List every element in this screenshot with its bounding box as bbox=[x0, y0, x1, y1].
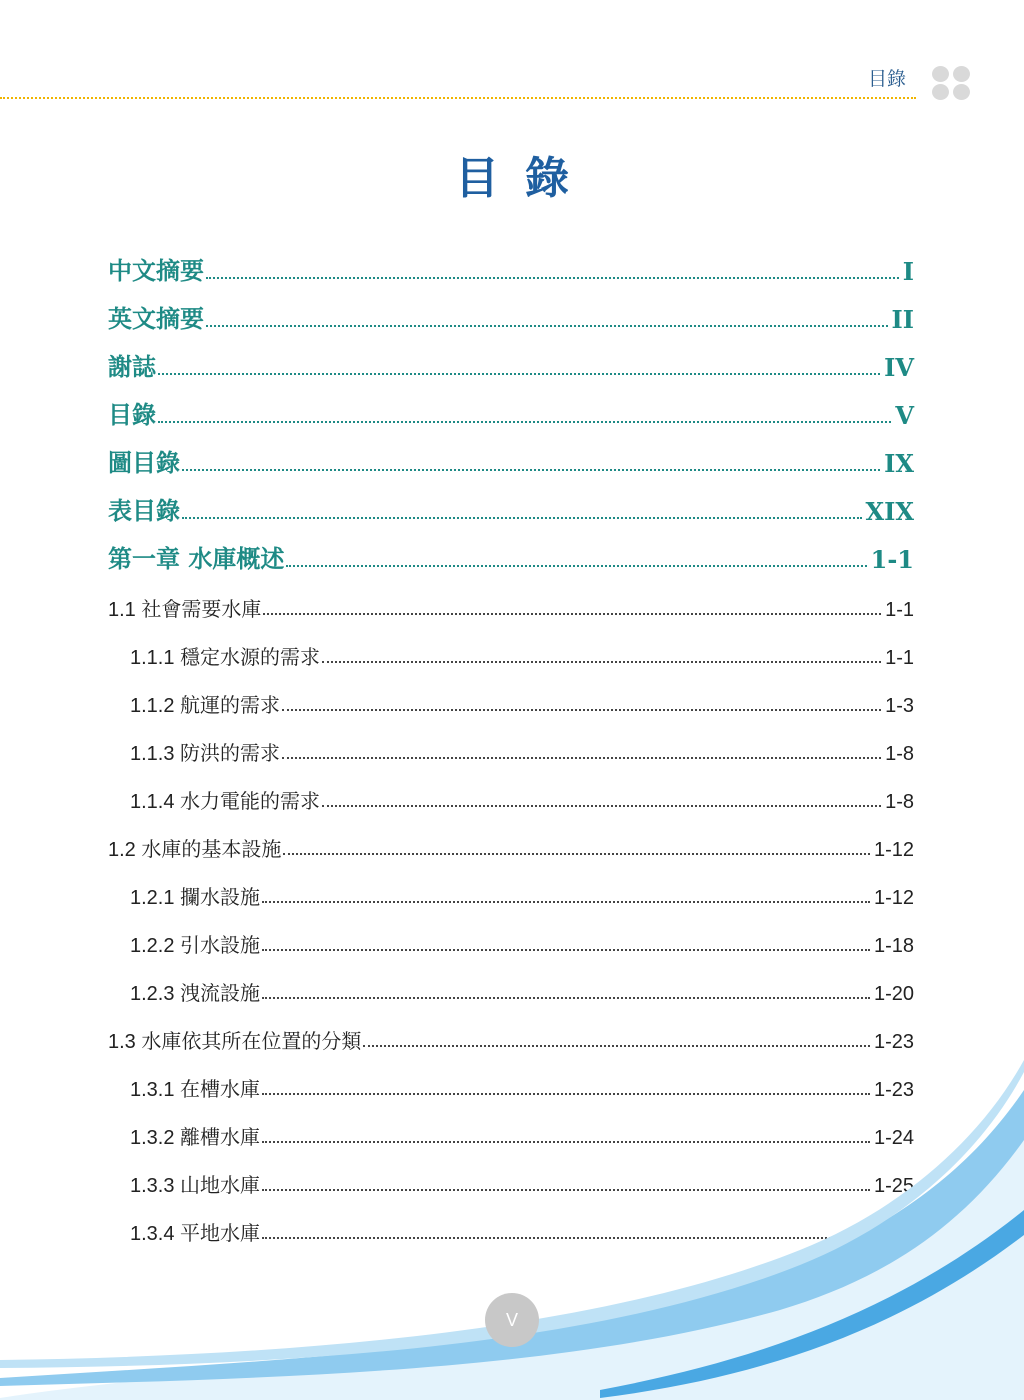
toc-entry-page: 1-3 bbox=[885, 695, 914, 717]
toc-entry-page: I bbox=[902, 257, 914, 286]
page-number-badge: V bbox=[485, 1293, 539, 1347]
toc-entry-label: 1.3.3 山地水庫 bbox=[130, 1175, 261, 1197]
header-label: 目錄 bbox=[868, 68, 907, 90]
toc-leader-dots bbox=[206, 277, 899, 279]
toc-entry-label: 1.2.2 引水設施 bbox=[130, 935, 261, 957]
toc-entry-label: 1.3.2 離槽水庫 bbox=[130, 1127, 261, 1149]
toc-entry[interactable] bbox=[108, 296, 914, 344]
toc-entry-page: 1-8 bbox=[885, 791, 914, 813]
toc-entry-page: II bbox=[891, 305, 914, 334]
toc-entry-page: 1-1 bbox=[870, 545, 914, 574]
toc-leader-dots bbox=[363, 1045, 870, 1047]
toc-entry[interactable] bbox=[108, 488, 914, 536]
toc-leader-dots bbox=[282, 709, 881, 711]
header-rule bbox=[0, 97, 916, 99]
toc-entry-page: V bbox=[895, 401, 914, 430]
toc-entry[interactable] bbox=[108, 344, 914, 392]
toc-entry[interactable] bbox=[108, 536, 914, 584]
toc-entry-page: 1-18 bbox=[873, 935, 914, 957]
toc-entry-label: 第一章 水庫概述 bbox=[108, 544, 285, 573]
toc-leader-dots bbox=[282, 757, 881, 759]
toc-entry-label: 圖目錄 bbox=[108, 448, 180, 477]
toc-entry-page: 1-8 bbox=[885, 743, 914, 765]
toc-entry[interactable] bbox=[108, 584, 914, 632]
toc-entry-page: 1-24 bbox=[873, 1127, 914, 1149]
toc-entry-label: 目錄 bbox=[108, 400, 156, 429]
toc-entry[interactable] bbox=[108, 920, 914, 968]
toc-leader-dots bbox=[262, 997, 870, 999]
toc-leader-dots bbox=[262, 949, 870, 951]
toc-entry-label: 中文摘要 bbox=[108, 256, 204, 285]
toc-entry-label: 1.3 水庫依其所在位置的分類 bbox=[108, 1031, 362, 1053]
toc-entry-label: 謝誌 bbox=[108, 352, 156, 381]
toc-entry-label: 1.3.1 在槽水庫 bbox=[130, 1079, 261, 1101]
toc-entry[interactable] bbox=[108, 632, 914, 680]
toc-entry[interactable] bbox=[108, 440, 914, 488]
toc-entry-page: 1-20 bbox=[873, 983, 914, 1005]
toc-entry-page: IV bbox=[884, 353, 914, 382]
toc-entry[interactable] bbox=[108, 392, 914, 440]
toc-entry[interactable] bbox=[108, 776, 914, 824]
toc-leader-dots bbox=[283, 853, 870, 855]
toc-leader-dots bbox=[206, 325, 888, 327]
toc-entry-page: 1-1 bbox=[885, 599, 914, 621]
toc-leader-dots bbox=[322, 661, 881, 663]
wave-swoosh-decoration bbox=[0, 1060, 1024, 1400]
toc-entry[interactable] bbox=[108, 1016, 914, 1064]
toc-entry-label: 1.1.1 穩定水源的需求 bbox=[130, 647, 321, 669]
toc-leader-dots bbox=[263, 613, 881, 615]
toc-leader-dots bbox=[182, 517, 862, 519]
toc-entry-page: 1-1 bbox=[885, 647, 914, 669]
toc-entry-label: 表目錄 bbox=[108, 496, 180, 525]
toc-entry[interactable] bbox=[108, 968, 914, 1016]
toc-entry-page: 1-23 bbox=[873, 1079, 914, 1101]
header-dots-decoration bbox=[932, 66, 972, 102]
toc-entry-label: 1.1.4 水力電能的需求 bbox=[130, 791, 321, 813]
toc-entry[interactable] bbox=[108, 248, 914, 296]
toc-leader-dots bbox=[182, 469, 880, 471]
toc-entry-page: 1-23 bbox=[873, 1031, 914, 1053]
toc-entry-label: 1.2.3 洩流設施 bbox=[130, 983, 261, 1005]
toc-entry[interactable] bbox=[108, 728, 914, 776]
toc-leader-dots bbox=[262, 901, 870, 903]
toc-entry-page: 1-25 bbox=[873, 1175, 914, 1197]
toc-leader-dots bbox=[322, 805, 881, 807]
toc-entry-page: 1-12 bbox=[873, 887, 914, 909]
toc-entry-page: 1-12 bbox=[873, 839, 914, 861]
toc-entry-label: 英文摘要 bbox=[108, 304, 204, 333]
toc-entry-label: 1.1.2 航運的需求 bbox=[130, 695, 281, 717]
toc-entry[interactable] bbox=[108, 872, 914, 920]
toc-entry-page: IX bbox=[884, 449, 914, 478]
toc-leader-dots bbox=[158, 373, 880, 375]
page-title: 目錄 bbox=[455, 153, 595, 204]
toc-entry-label: 1.2.1 攔水設施 bbox=[130, 887, 261, 909]
toc-entry-page: XIX bbox=[865, 497, 914, 526]
toc-entry-label: 1.3.4 平地水庫 bbox=[130, 1223, 261, 1245]
toc-entry[interactable] bbox=[108, 680, 914, 728]
toc-entry-label: 1.2 水庫的基本設施 bbox=[108, 839, 282, 861]
toc-entry-label: 1.1.3 防洪的需求 bbox=[130, 743, 281, 765]
toc-entry-label: 1.1 社會需要水庫 bbox=[108, 599, 262, 621]
toc-leader-dots bbox=[158, 421, 891, 423]
toc-leader-dots bbox=[286, 565, 866, 567]
toc-entry[interactable] bbox=[108, 824, 914, 872]
